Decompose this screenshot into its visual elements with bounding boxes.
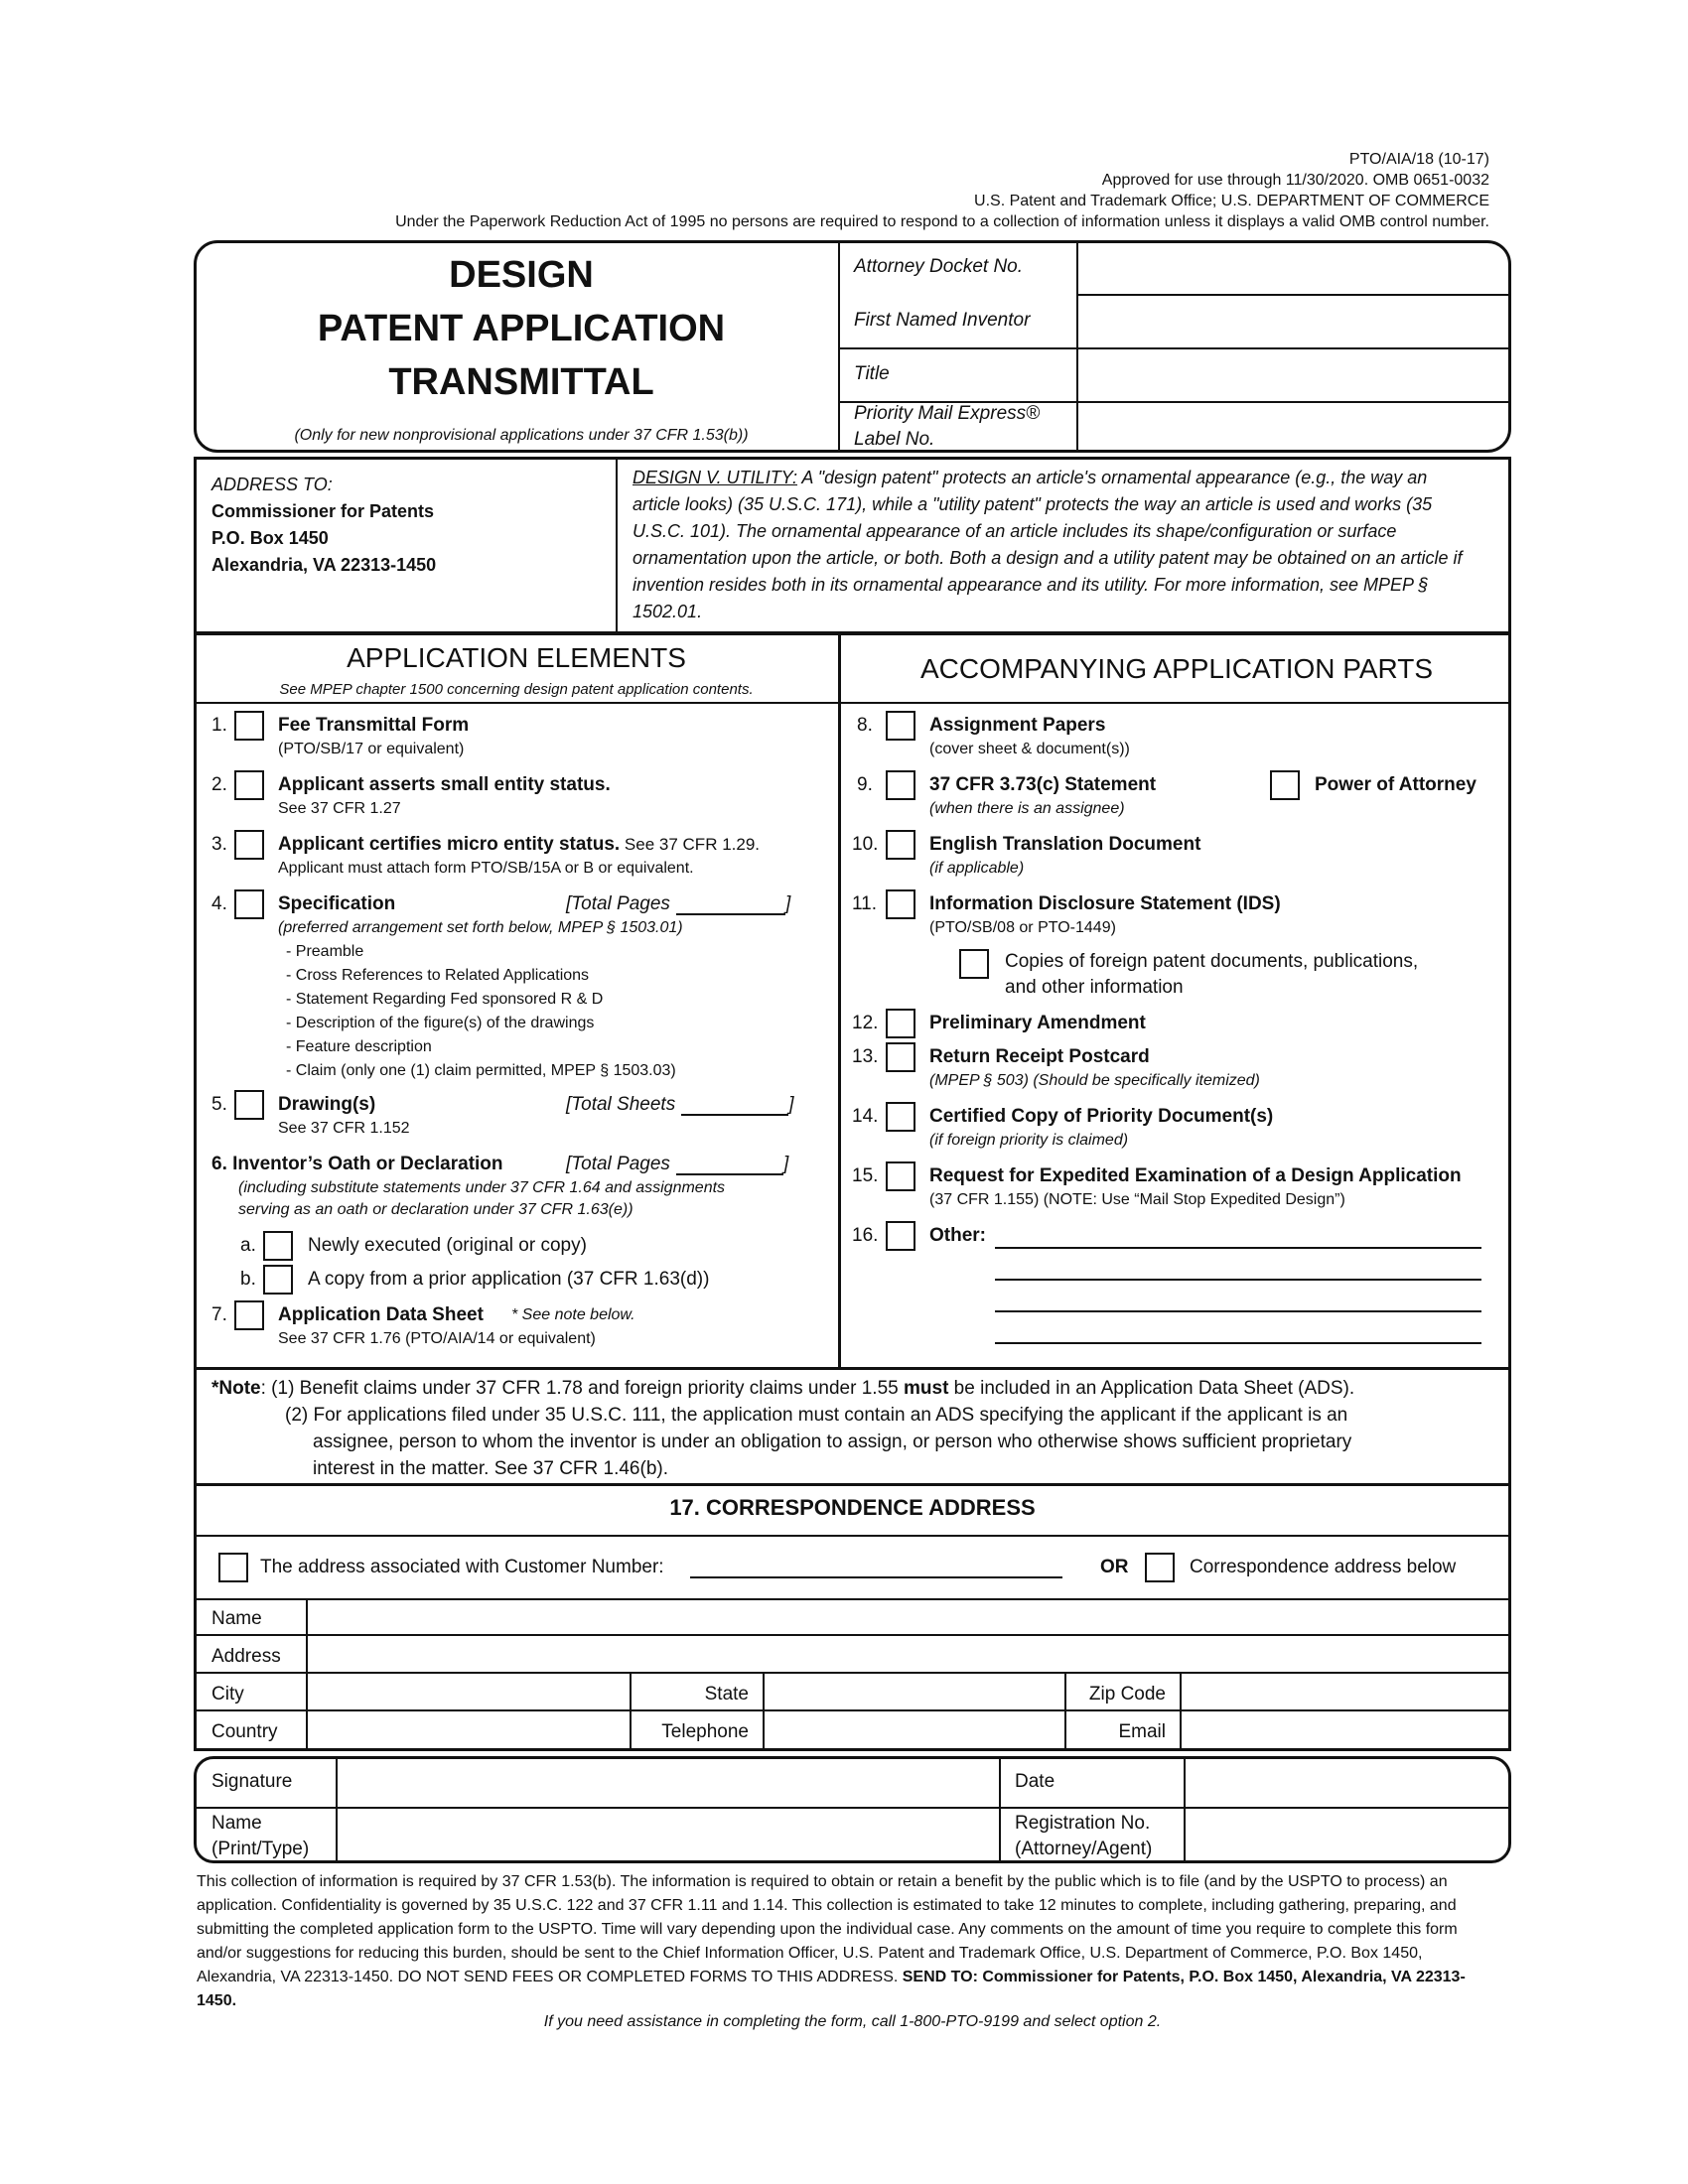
app-elements-subheading: See MPEP chapter 1500 concerning design patent application contents. bbox=[279, 681, 754, 698]
title-input[interactable] bbox=[1080, 351, 1505, 399]
item-6b-label: A copy from a prior application (37 CFR 1.63(d)) bbox=[308, 1269, 710, 1290]
priority-label-1: Priority Mail Express® bbox=[854, 403, 1041, 424]
docket-label: Attorney Docket No. bbox=[854, 256, 1024, 277]
item-3-checkbox[interactable] bbox=[234, 830, 264, 860]
other-line-3[interactable] bbox=[995, 1310, 1481, 1312]
corr-state-input[interactable] bbox=[767, 1675, 1062, 1707]
title-line-1: DESIGN bbox=[449, 254, 594, 296]
item-9-num: 9. bbox=[857, 774, 873, 795]
title-label: Title bbox=[854, 363, 890, 384]
item-4-list-1: - Preamble bbox=[286, 943, 364, 960]
item-3-sub: Applicant must attach form PTO/SB/15A or B or equivalent. bbox=[278, 860, 694, 877]
item-4-list-3: - Statement Regarding Fed sponsored R & D bbox=[286, 991, 604, 1008]
item-4-list-2: - Cross References to Related Applications bbox=[286, 967, 590, 984]
corr-city-label: City bbox=[211, 1684, 244, 1705]
item-13-label: Return Receipt Postcard bbox=[929, 1046, 1150, 1067]
priority-label-2: Label No. bbox=[854, 429, 935, 450]
item-11-sub: (PTO/SB/08 or PTO-1449) bbox=[929, 919, 1116, 936]
item-5-close: ] bbox=[788, 1094, 794, 1115]
item-15-num: 15. bbox=[852, 1165, 879, 1186]
item-9-checkbox[interactable] bbox=[886, 770, 915, 800]
item-4-pages bbox=[566, 893, 790, 915]
item-1-num: 1. bbox=[211, 715, 227, 736]
reg-label-1: Registration No. bbox=[1015, 1813, 1151, 1834]
item-6b-checkbox[interactable] bbox=[263, 1265, 293, 1295]
item-15-label: Request for Expedited Examination of a Design Application bbox=[929, 1165, 1462, 1186]
item-7-note: * See note below. bbox=[511, 1306, 635, 1323]
title-line-3: TRANSMITTAL bbox=[388, 361, 654, 403]
note-line-3: assignee, person to whom the inventor is under an obligation to assign, or person who otherwise shows sufficient proprietary bbox=[313, 1432, 1352, 1452]
item-7-checkbox[interactable] bbox=[234, 1300, 264, 1330]
corr-telephone-label: Telephone bbox=[661, 1721, 749, 1742]
item-13-sub bbox=[929, 1072, 1260, 1090]
paperwork-text: Under the Paperwork Reduction Act of 1995 no persons are required to respond to a collection of information unless it displays a valid OMB control number. bbox=[395, 213, 1489, 230]
power-of-attorney-label: Power of Attorney bbox=[1315, 774, 1477, 795]
office-text: U.S. Patent and Trademark Office; U.S. DEPARTMENT OF COMMERCE bbox=[974, 193, 1489, 209]
date-input[interactable] bbox=[1188, 1760, 1495, 1805]
copies-foreign-label-1: Copies of foreign patent documents, publications, bbox=[1005, 951, 1419, 972]
item-4-checkbox[interactable] bbox=[234, 889, 264, 919]
item-11-checkbox[interactable] bbox=[886, 889, 915, 919]
note-prefix: *Note bbox=[211, 1378, 261, 1399]
item-6-label: 6. Inventor’s Oath or Declaration bbox=[211, 1154, 503, 1174]
item-4-close: ] bbox=[784, 893, 791, 914]
corr-country-input[interactable] bbox=[310, 1712, 628, 1747]
item-3-line bbox=[278, 834, 760, 856]
item-3-num: 3. bbox=[211, 834, 227, 855]
reg-input[interactable] bbox=[1188, 1810, 1495, 1859]
address-to-label: ADDRESS TO: bbox=[211, 475, 333, 494]
copies-foreign-checkbox[interactable] bbox=[959, 949, 989, 979]
item-4-pages-label: [Total Pages bbox=[566, 893, 670, 914]
title-line-2: PATENT APPLICATION bbox=[317, 308, 726, 349]
signature-input[interactable] bbox=[340, 1760, 995, 1805]
app-elements-heading: APPLICATION ELEMENTS bbox=[347, 642, 686, 673]
other-line-1[interactable] bbox=[995, 1247, 1481, 1249]
item-14-num: 14. bbox=[852, 1106, 879, 1127]
reg-label-2: (Attorney/Agent) bbox=[1015, 1839, 1153, 1859]
priority-input[interactable] bbox=[1080, 405, 1505, 449]
item-6-close: ] bbox=[782, 1154, 789, 1174]
item-15-sub: (37 CFR 1.155) (NOTE: Use “Mail Stop Expedited Design”) bbox=[929, 1191, 1345, 1208]
item-8-label: Assignment Papers bbox=[929, 715, 1106, 736]
item-5-label: Drawing(s) bbox=[278, 1094, 376, 1115]
item-14-label: Certified Copy of Priority Document(s) bbox=[929, 1106, 1274, 1127]
approval-text: Approved for use through 11/30/2020. OMB 0651-0032 bbox=[1101, 172, 1489, 189]
note-line-1a: : (1) Benefit claims under 37 CFR 1.78 and foreign priority claims under 1.55 bbox=[260, 1378, 904, 1399]
sig-name-label-2: (Print/Type) bbox=[211, 1839, 310, 1859]
item-2-sub: See 37 CFR 1.27 bbox=[278, 800, 401, 817]
item-6-pages-label: [Total Pages bbox=[566, 1154, 670, 1174]
item-6b-num: b. bbox=[240, 1269, 256, 1290]
footer-text bbox=[197, 1870, 1487, 2013]
item-15-checkbox[interactable] bbox=[886, 1161, 915, 1191]
note-must: must bbox=[904, 1378, 949, 1399]
item-14-checkbox[interactable] bbox=[886, 1102, 915, 1132]
corr-zip-input[interactable] bbox=[1184, 1675, 1507, 1707]
or-label: OR bbox=[1100, 1557, 1129, 1577]
inventor-input[interactable] bbox=[1080, 298, 1505, 345]
signature-label: Signature bbox=[211, 1771, 293, 1792]
corr-city-input[interactable] bbox=[310, 1675, 628, 1707]
item-6a-num: a. bbox=[240, 1235, 256, 1256]
item-2-checkbox[interactable] bbox=[234, 770, 264, 800]
item-7-sub: See 37 CFR 1.76 (PTO/AIA/14 or equivalent) bbox=[278, 1330, 596, 1347]
item-8-num: 8. bbox=[857, 715, 873, 736]
item-5-sheets-input[interactable] bbox=[681, 1114, 788, 1116]
item-13-checkbox[interactable] bbox=[886, 1042, 915, 1072]
item-4-list-4: - Description of the figure(s) of the drawings bbox=[286, 1015, 595, 1031]
item-10-num: 10. bbox=[852, 834, 879, 855]
item-13-sub-1: (MPEP § 503) bbox=[929, 1072, 1029, 1089]
dvu-heading: DESIGN V. UTILITY: bbox=[633, 468, 798, 487]
corr-email-label: Email bbox=[1118, 1721, 1166, 1742]
inventor-label: First Named Inventor bbox=[854, 310, 1031, 331]
item-4-pages-input[interactable] bbox=[676, 913, 785, 915]
item-2-label: Applicant asserts small entity status. bbox=[278, 774, 611, 795]
form-id: PTO/AIA/18 (10-17) bbox=[1348, 151, 1489, 168]
item-12-label: Preliminary Amendment bbox=[929, 1013, 1146, 1033]
item-5-checkbox[interactable] bbox=[234, 1090, 264, 1120]
item-5-sheets-label: [Total Sheets bbox=[566, 1094, 676, 1115]
item-5-sub: See 37 CFR 1.152 bbox=[278, 1120, 410, 1137]
sig-name-label-1: Name bbox=[211, 1813, 262, 1834]
item-9-label: 37 CFR 3.73(c) Statement bbox=[929, 774, 1157, 795]
item-6-sub-1: (including substitute statements under 37 CFR 1.64 and assignments bbox=[238, 1179, 726, 1196]
address-line-3: Alexandria, VA 22313-1450 bbox=[211, 555, 437, 575]
item-1-sub: (PTO/SB/17 or equivalent) bbox=[278, 741, 465, 757]
corr-address-label: Address bbox=[211, 1646, 281, 1667]
item-11-label: Information Disclosure Statement (IDS) bbox=[929, 893, 1281, 914]
note-line-2: (2) For applications filed under 35 U.S.C. 111, the application must contain an ADS specifying the applicant if the applicant is an bbox=[285, 1405, 1348, 1426]
note-line-1b: be included in an Application Data Sheet (ADS). bbox=[948, 1378, 1355, 1399]
item-3-ref: See 37 CFR 1.29. bbox=[620, 835, 761, 854]
note-line-1 bbox=[211, 1378, 1354, 1400]
footer-body: This collection of information is required by 37 CFR 1.53(b). The information is required to obtain or retain a benefit by the public which is to file (and by the USPTO to process) an application. Confidentiality is governed by 35 U.S.C. 122 and 37 CFR 1.11 and 1.14. This collection is estimated to take 12 minutes to complete, including gathering, preparing, and submitting the completed application form to the USPTO. Time will vary depending upon the individual case. Any comments on the amount of time you require to complete this form and/or suggestions for reducing this burden, should be sent to the Chief Information Officer, U.S. Patent and Trademark Office, U.S. Department of Commerce, P.O. Box 1450, Alexandria, VA 22313-1450. DO NOT SEND FEES OR COMPLETED FORMS TO THIS ADDRESS. bbox=[197, 1873, 1458, 1985]
correspondence-below-checkbox[interactable] bbox=[1145, 1553, 1175, 1582]
item-4-sub: (preferred arrangement set forth below, MPEP § 1503.01) bbox=[278, 919, 683, 936]
title-note: (Only for new nonprovisional applications under 37 CFR 1.53(b)) bbox=[294, 427, 749, 444]
item-6-pages-input[interactable] bbox=[676, 1173, 783, 1175]
item-9-sub: (when there is an assignee) bbox=[929, 800, 1125, 817]
item-10-label: English Translation Document bbox=[929, 834, 1201, 855]
item-8-checkbox[interactable] bbox=[886, 711, 915, 741]
corr-email-input[interactable] bbox=[1184, 1712, 1507, 1747]
customer-number-label: The address associated with Customer Number: bbox=[260, 1557, 664, 1577]
item-3-label: Applicant certifies micro entity status. bbox=[278, 834, 621, 855]
item-6-pages bbox=[566, 1154, 788, 1175]
correspondence-below-label: Correspondence address below bbox=[1190, 1557, 1457, 1577]
item-4-num: 4. bbox=[211, 893, 227, 914]
item-2-num: 2. bbox=[211, 774, 227, 795]
item-7-label: Application Data Sheet bbox=[278, 1304, 484, 1325]
design-v-utility bbox=[633, 465, 1477, 625]
address-line-2: P.O. Box 1450 bbox=[211, 528, 329, 548]
item-14-sub: (if foreign priority is claimed) bbox=[929, 1132, 1129, 1149]
other-line-2[interactable] bbox=[995, 1279, 1481, 1281]
item-12-checkbox[interactable] bbox=[886, 1009, 915, 1038]
sig-name-input[interactable] bbox=[340, 1810, 995, 1859]
item-6-sub-2: serving as an oath or declaration under 37 CFR 1.63(e)) bbox=[238, 1201, 633, 1218]
corr-country-label: Country bbox=[211, 1721, 278, 1742]
dvu-text: A "design patent" protects an article's ornamental appearance (e.g., the way an article looks) (35 U.S.C. 171), while a "utility patent" protects the way an article is used and works (35 U.S.C. 101). The ornamental appearance of an article includes its shape/configuration or surface ornamentation upon the article, or both. Both a design and a utility patent may be obtained on an article if invention resides both in its ornamental appearance and its utility. For more information, see MPEP § 1502.01. bbox=[633, 468, 1463, 621]
item-16-num: 16. bbox=[852, 1225, 879, 1246]
footer-assist: If you need assistance in completing the form, call 1-800-PTO-9199 and select option 2. bbox=[543, 2013, 1162, 2030]
corr-zip-label: Zip Code bbox=[1088, 1684, 1166, 1705]
note-line-4: interest in the matter. See 37 CFR 1.46(b). bbox=[313, 1458, 669, 1479]
item-5-sheets bbox=[566, 1094, 794, 1116]
item-11-num: 11. bbox=[852, 893, 878, 914]
item-8-sub: (cover sheet & document(s)) bbox=[929, 741, 1130, 757]
item-12-num: 12. bbox=[852, 1013, 879, 1033]
item-16-label: Other: bbox=[929, 1225, 986, 1246]
corr-state-label: State bbox=[704, 1684, 749, 1705]
corr-name-input[interactable] bbox=[310, 1601, 1507, 1632]
item-7-num: 7. bbox=[211, 1304, 227, 1325]
docket-input[interactable] bbox=[1080, 244, 1505, 292]
item-10-sub: (if applicable) bbox=[929, 860, 1025, 877]
footer-send: SEND TO: Commissioner for Patents, P.O. Box 1450, Alexandria, VA 22313-1450. bbox=[197, 1969, 1466, 2009]
item-5-num: 5. bbox=[211, 1094, 227, 1115]
corr-name-label: Name bbox=[211, 1608, 262, 1629]
item-4-list-6: - Claim (only one (1) claim permitted, MPEP § 1503.03) bbox=[286, 1062, 676, 1079]
item-16-checkbox[interactable] bbox=[886, 1221, 915, 1251]
address-line-1: Commissioner for Patents bbox=[211, 501, 435, 521]
item-13-sub-2: (Should be specifically itemized) bbox=[1028, 1072, 1260, 1089]
item-1-checkbox[interactable] bbox=[234, 711, 264, 741]
other-line-4[interactable] bbox=[995, 1342, 1481, 1344]
item-4-label: Specification bbox=[278, 893, 396, 914]
customer-number-input[interactable] bbox=[690, 1576, 1062, 1578]
customer-number-checkbox[interactable] bbox=[218, 1553, 248, 1582]
accompanying-heading: ACCOMPANYING APPLICATION PARTS bbox=[919, 653, 1434, 684]
item-6a-checkbox[interactable] bbox=[263, 1231, 293, 1261]
copies-foreign-label-2: and other information bbox=[1005, 977, 1184, 998]
corr-telephone-input[interactable] bbox=[767, 1712, 1062, 1747]
item-1-label: Fee Transmittal Form bbox=[278, 715, 470, 736]
item-10-checkbox[interactable] bbox=[886, 830, 915, 860]
item-4-list-5: - Feature description bbox=[286, 1038, 432, 1055]
power-of-attorney-checkbox[interactable] bbox=[1270, 770, 1300, 800]
correspondence-heading: 17. CORRESPONDENCE ADDRESS bbox=[669, 1495, 1036, 1520]
date-label: Date bbox=[1015, 1771, 1055, 1792]
item-13-num: 13. bbox=[852, 1046, 879, 1067]
corr-address-input[interactable] bbox=[310, 1637, 1507, 1670]
item-6a-label: Newly executed (original or copy) bbox=[308, 1235, 587, 1256]
